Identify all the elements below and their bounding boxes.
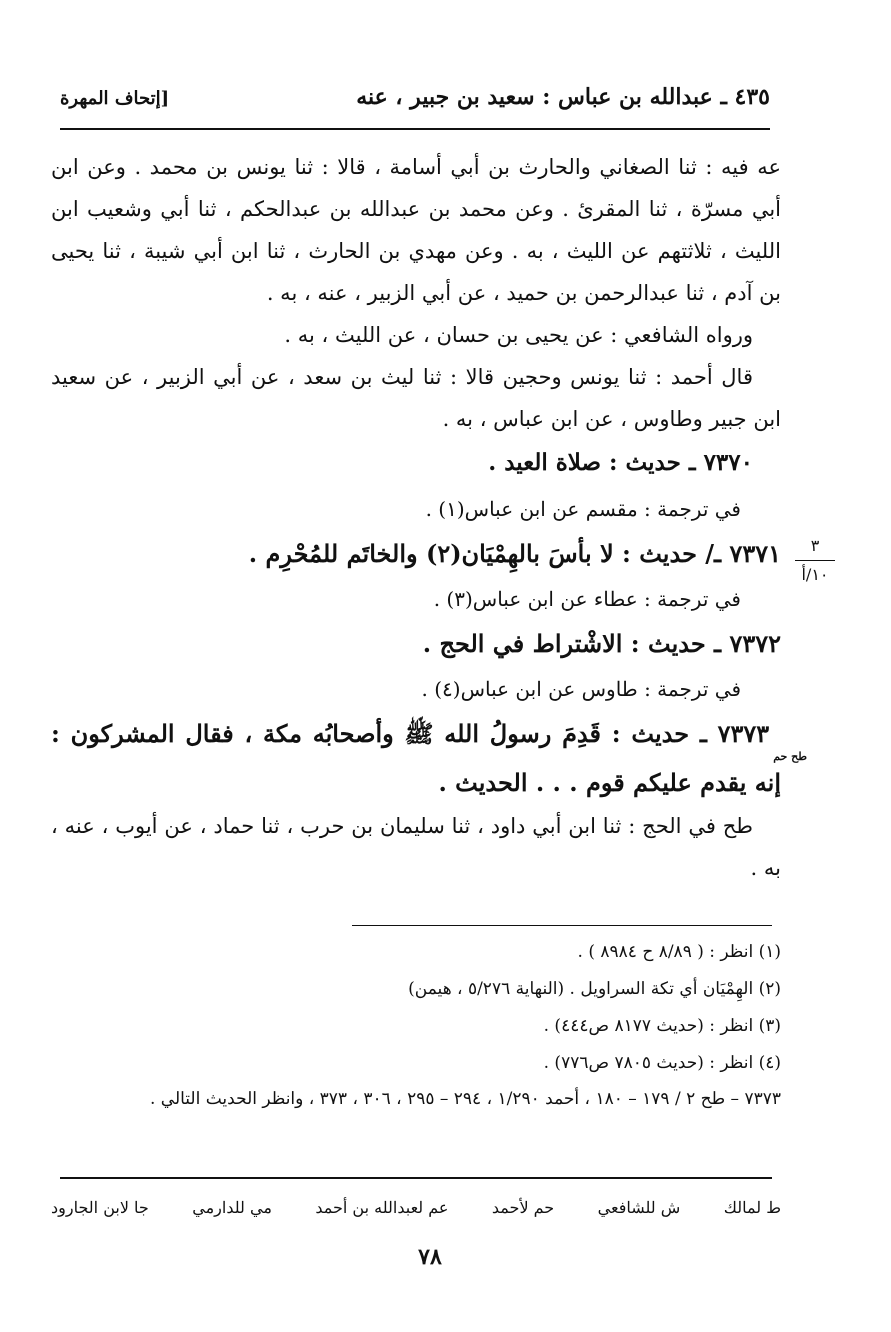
hadith-heading-7370: ٧٣٧٠ ـ حديث : صلاة العيد . — [488, 449, 753, 476]
abbrev-malik: ط لمالك — [723, 1198, 781, 1217]
footnote-2: (٢) الهِمْيَان أي تكة السراويل . (النهاية ٥/٢٧٦ ، هيمن) — [408, 979, 781, 999]
book-title: [إتحاف المهرة — [60, 88, 170, 109]
hadith-heading-7373 — [51, 712, 807, 805]
abbrev-ahmad: حم لأحمد — [491, 1198, 555, 1217]
footnotes — [51, 934, 781, 1116]
hadith-heading-7371: ٧٣٧١ ـ/ حديث : لا بأسَ بالهِمْيَان(٢) والخاتَم للمُحْرِم . — [248, 539, 781, 568]
page-number: ٧٨ — [418, 1244, 442, 1270]
abbrev-ibn-jarud: جا لابن الجارود — [51, 1198, 149, 1217]
footnote-3: (٣) انظر : (حديث ٨١٧٧ ص٤٤٤) . — [543, 1016, 781, 1036]
isnad-7373: طح في الحج : ثنا ابن أبي داود ، ثنا سليمان بن حرب ، ثنا حماد ، عن أيوب ، عنه ، به . — [51, 814, 781, 880]
page-header — [60, 82, 770, 122]
reference-7372: في ترجمة : طاوس عن ابن عباس(٤) . — [421, 677, 741, 701]
footnote-1: (١) انظر : ( ٨/٨٩ ح ٨٩٨٤ ) . — [577, 942, 781, 962]
footnote-4: (٤) انظر : (حديث ٧٨٠٥ ص٧٧٦) . — [543, 1053, 781, 1073]
margin-note — [785, 534, 845, 587]
margin-note-top: ٣ — [810, 536, 820, 555]
abbrev-abdullah: عم لعبدالله بن أحمد — [315, 1198, 449, 1217]
abbreviation-key — [51, 1188, 781, 1228]
abbrev-shafii: ش للشافعي — [597, 1198, 681, 1217]
reference-7370: في ترجمة : مقسم عن ابن عباس(١) . — [425, 497, 741, 521]
hadith-text-7373: ٧٣٧٣ ـ حديث : قَدِمَ رسولُ الله ﷺ وأصحابُه مكة ، فقال المشركون : إنه يقدم عليكم قوم . . . الحديث . — [51, 719, 781, 797]
header-divider — [60, 128, 770, 130]
margin-note-divider — [795, 560, 835, 561]
footnote-takhrij-7373: ٧٣٧٣ – طح ٢ / ١٧٩ – ١٨٠ ، أحمد ١/٢٩٠ ، ٢٩٤ – ٢٩٥ ، ٣٠٦ ، ٣٧٣ ، وانظر الحديث التالي . — [149, 1089, 781, 1109]
footnote-divider — [352, 925, 772, 926]
margin-note-bottom: ١٠/أ — [801, 565, 829, 584]
paragraph-isnad-1: عه فيه : ثنا الصغاني والحارث بن أبي أسامة ، قالا : ثنا يونس بن محمد . وعن ابن أبي مسرّة ، ثنا المقرئ . وعن محمد بن عبدالله بن عبدالحكم ، ثنا أبي وشعيب ابن الليث ، ثلاثتهم عن الليث ، به . وعن مهدي بن الحارث ، ثنا ابن أبي شيبة ، ثنا يحيى بن آدم ، ثنا عبدالرحمن بن حميد ، عن أبي الزبير ، عنه ، به . — [51, 155, 781, 305]
reference-7371: في ترجمة : عطاء عن ابن عباس(٣) . — [433, 587, 741, 611]
paragraph-shafii: ورواه الشافعي : عن يحيى بن حسان ، عن الليث ، به . — [284, 323, 753, 347]
main-text — [51, 146, 807, 889]
abbrev-darimi: مي للدارمي — [192, 1198, 272, 1217]
running-title: ٤٣٥ ـ عبدالله بن عباس : سعيد بن جبير ، عنه — [356, 84, 770, 110]
source-marker: طح حم — [773, 750, 807, 763]
hadith-heading-7372: ٧٣٧٢ ـ حديث : الاشْتراط في الحج . — [422, 629, 781, 658]
paragraph-ahmad: قال أحمد : ثنا يونس وحجين قالا : ثنا ليث بن سعد ، عن أبي الزبير ، عن سعيد ابن جبير وطاوس ، عن ابن عباس ، به . — [51, 365, 781, 431]
bottom-divider — [60, 1177, 772, 1179]
